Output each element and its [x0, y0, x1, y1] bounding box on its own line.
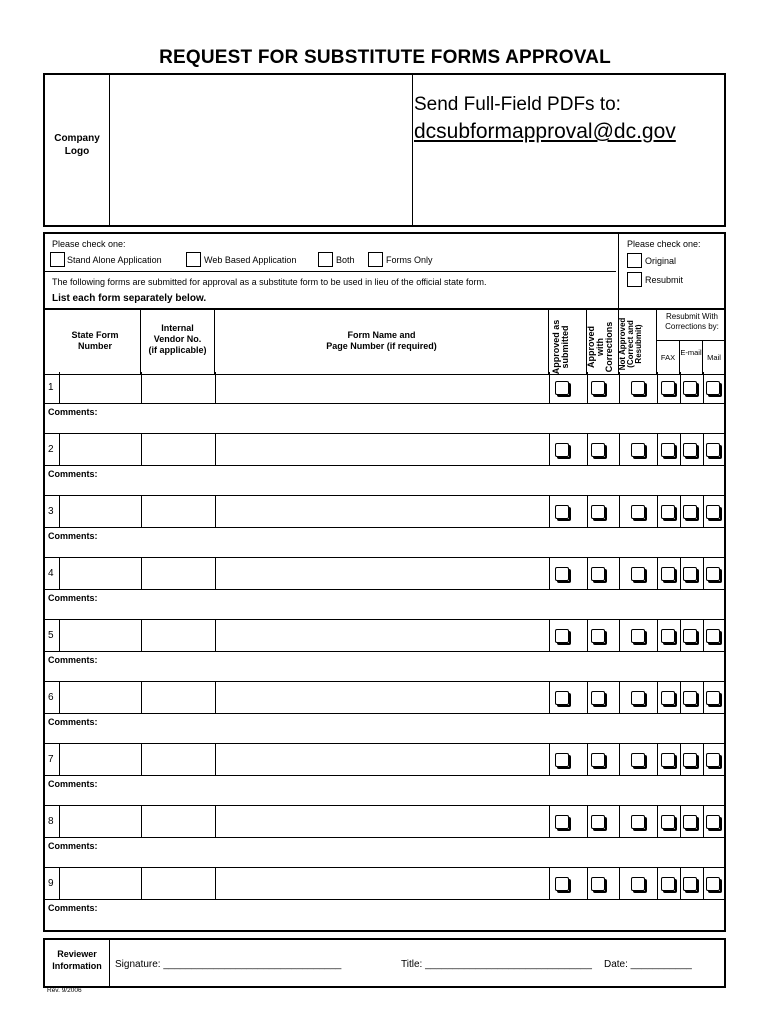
row-number: 3: [48, 506, 54, 517]
approved-with-corrections-checkbox[interactable]: [591, 815, 605, 829]
email-checkbox[interactable]: [683, 381, 697, 395]
comments-label: Comments:: [48, 407, 98, 417]
vendor-number-input[interactable]: [141, 620, 216, 651]
approved-with-corrections-checkbox[interactable]: [591, 629, 605, 643]
original-checkbox[interactable]: [627, 253, 642, 268]
mail-checkbox[interactable]: [706, 505, 720, 519]
fax-checkbox[interactable]: [661, 629, 675, 643]
approved-as-submitted-header: Approved as submitted: [551, 319, 570, 375]
logo-line-1: Company: [54, 133, 100, 144]
form-name-input[interactable]: [215, 620, 550, 651]
stand-alone-checkbox[interactable]: [50, 252, 65, 267]
table-row: [45, 806, 724, 868]
comments-label: Comments:: [48, 655, 98, 665]
forms-only-checkbox[interactable]: [368, 252, 383, 267]
comments-label: Comments:: [48, 531, 98, 541]
signature-field[interactable]: Signature: ________________________________: [115, 959, 342, 970]
state-form-number-input[interactable]: [59, 558, 142, 589]
company-logo-label: [45, 132, 109, 158]
row-main-cells: [45, 496, 724, 528]
email-checkbox[interactable]: [683, 691, 697, 705]
state-form-number-input[interactable]: [59, 806, 142, 837]
not-approved-checkbox[interactable]: [631, 753, 645, 767]
comments-field[interactable]: [105, 838, 720, 866]
row-number: 2: [48, 444, 54, 455]
form-name-header-line-1: Form Name and: [347, 330, 416, 340]
approved-as-submitted-checkbox[interactable]: [555, 381, 569, 395]
approved-with-corrections-checkbox[interactable]: [591, 505, 605, 519]
approved-as-submitted-checkbox[interactable]: [555, 567, 569, 581]
row-main-cells: [45, 434, 724, 466]
table-row: [45, 496, 724, 558]
table-row: [45, 682, 724, 744]
approved-with-corrections-checkbox[interactable]: [591, 753, 605, 767]
reviewer-label-line-2: Information: [52, 961, 102, 971]
divider: [548, 310, 549, 374]
form-name-input[interactable]: [215, 744, 550, 775]
comments-field[interactable]: [105, 900, 720, 928]
table-row: [45, 558, 724, 620]
approved-as-submitted-checkbox[interactable]: [555, 505, 569, 519]
original-label: Original: [645, 256, 677, 266]
header-box: [43, 73, 726, 227]
row-number: 1: [48, 382, 54, 393]
submission-statement: The following forms are submitted for approval as a substitute form to be used in lieu of the official state form.: [52, 277, 487, 287]
form-name-input[interactable]: [215, 496, 550, 527]
vendor-number-input[interactable]: [141, 558, 216, 589]
fax-checkbox[interactable]: [661, 443, 675, 457]
vendor-number-input[interactable]: [141, 806, 216, 837]
email-checkbox[interactable]: [683, 629, 697, 643]
mail-checkbox[interactable]: [706, 567, 720, 581]
not-approved-checkbox[interactable]: [631, 815, 645, 829]
row-number: 4: [48, 568, 54, 579]
form-name-input[interactable]: [215, 372, 550, 403]
email-checkbox[interactable]: [683, 815, 697, 829]
send-label: Send Full-Field PDFs to:: [414, 94, 621, 115]
fax-header: FAX: [660, 353, 676, 362]
check-one-label: Please check one:: [52, 239, 126, 249]
table-row: [45, 434, 724, 496]
submission-type-panel: [618, 234, 725, 310]
row-main-cells: [45, 682, 724, 714]
approved-as-submitted-checkbox[interactable]: [555, 629, 569, 643]
form-name-input[interactable]: [215, 806, 550, 837]
list-instruction: List each form separately below.: [52, 293, 207, 304]
reviewer-label-line-1: Reviewer: [57, 949, 97, 959]
company-logo-cell: [45, 75, 110, 225]
approved-as-submitted-checkbox[interactable]: [555, 443, 569, 457]
state-form-number-input[interactable]: [59, 496, 142, 527]
state-form-header-line-2: Number: [77, 341, 112, 351]
both-label: Both: [336, 255, 355, 265]
comments-label: Comments:: [48, 593, 98, 603]
vendor-number-input[interactable]: [141, 434, 216, 465]
approved-with-corrections-header: Approved with Corrections: [586, 321, 614, 373]
comments-label: Comments:: [48, 903, 98, 913]
page-title: REQUEST FOR SUBSTITUTE FORMS APPROVAL: [159, 47, 611, 68]
state-form-header: [53, 330, 137, 352]
comments-label: Comments:: [48, 779, 98, 789]
approved-as-submitted-checkbox[interactable]: [555, 815, 569, 829]
comments-field[interactable]: [105, 590, 720, 618]
state-form-number-input[interactable]: [59, 744, 142, 775]
form-name-input[interactable]: [215, 434, 550, 465]
logo-line-2: Logo: [64, 146, 90, 157]
approved-with-corrections-checkbox[interactable]: [591, 567, 605, 581]
approved-as-submitted-checkbox[interactable]: [555, 753, 569, 767]
comments-field[interactable]: [105, 714, 720, 742]
not-approved-checkbox[interactable]: [631, 443, 645, 457]
row-main-cells: [45, 620, 724, 652]
row-main-cells: [45, 372, 724, 404]
table-row: [45, 868, 724, 930]
approved-with-corrections-checkbox[interactable]: [591, 443, 605, 457]
email-header: E-mail: [680, 348, 702, 357]
form-type-section: [43, 232, 726, 310]
vendor-number-input[interactable]: [141, 496, 216, 527]
not-approved-checkbox[interactable]: [631, 629, 645, 643]
table-header: [43, 308, 726, 375]
company-info-cell[interactable]: [110, 75, 413, 225]
title-field[interactable]: Title: ______________________________: [401, 959, 592, 970]
fax-checkbox[interactable]: [661, 381, 675, 395]
comments-field[interactable]: [105, 652, 720, 680]
vendor-header: [141, 323, 214, 356]
comments-label: Comments:: [48, 841, 98, 851]
divider: [679, 340, 680, 374]
not-approved-checkbox[interactable]: [631, 381, 645, 395]
row-main-cells: [45, 868, 724, 900]
date-field[interactable]: Date: ___________: [604, 959, 692, 970]
state-form-number-input[interactable]: [59, 868, 142, 899]
email-checkbox[interactable]: [683, 567, 697, 581]
web-based-checkbox[interactable]: [186, 252, 201, 267]
state-form-number-input[interactable]: [59, 620, 142, 651]
table-row: [45, 372, 724, 434]
table-row: [45, 620, 724, 682]
vendor-header-line-1: Internal: [161, 323, 194, 333]
form-name-header-line-2: Page Number (if required): [326, 341, 437, 351]
row-number: 7: [48, 754, 54, 765]
form-name-header: [215, 330, 548, 352]
send-email-link[interactable]: dcsubformapproval@dc.gov: [414, 120, 676, 143]
vendor-number-input[interactable]: [141, 372, 216, 403]
divider: [656, 340, 724, 341]
fax-checkbox[interactable]: [661, 567, 675, 581]
table-row: [45, 744, 724, 806]
mail-checkbox[interactable]: [706, 629, 720, 643]
approved-as-submitted-checkbox[interactable]: [555, 877, 569, 891]
mail-checkbox[interactable]: [706, 753, 720, 767]
form-name-input[interactable]: [215, 868, 550, 899]
email-checkbox[interactable]: [683, 877, 697, 891]
vendor-number-input[interactable]: [141, 868, 216, 899]
not-approved-checkbox[interactable]: [631, 877, 645, 891]
divider: [656, 310, 657, 374]
fax-checkbox[interactable]: [661, 815, 675, 829]
email-checkbox[interactable]: [683, 443, 697, 457]
form-rows: [43, 372, 726, 932]
state-form-number-input[interactable]: [59, 372, 142, 403]
approved-with-corrections-checkbox[interactable]: [591, 381, 605, 395]
vendor-number-input[interactable]: [141, 682, 216, 713]
row-number: 9: [48, 878, 54, 889]
form-name-input[interactable]: [215, 682, 550, 713]
resubmit-checkbox[interactable]: [627, 272, 642, 287]
row-main-cells: [45, 744, 724, 776]
row-number: 6: [48, 692, 54, 703]
email-checkbox[interactable]: [683, 753, 697, 767]
mail-checkbox[interactable]: [706, 691, 720, 705]
mail-header: Mail: [707, 353, 721, 362]
row-number: 5: [48, 630, 54, 641]
revision-note: Rev. 9/2006: [47, 987, 82, 994]
row-main-cells: [45, 558, 724, 590]
forms-only-label: Forms Only: [386, 255, 433, 265]
resubmit-label: Resubmit: [645, 275, 684, 285]
comments-label: Comments:: [48, 717, 98, 727]
fax-checkbox[interactable]: [661, 753, 675, 767]
mail-checkbox[interactable]: [706, 443, 720, 457]
row-number: 8: [48, 816, 54, 827]
comments-field[interactable]: [105, 466, 720, 494]
state-form-number-input[interactable]: [59, 682, 142, 713]
comments-field[interactable]: [105, 776, 720, 804]
divider: [109, 940, 110, 986]
approved-as-submitted-checkbox[interactable]: [555, 691, 569, 705]
web-based-label: Web Based Application: [204, 255, 297, 265]
not-approved-checkbox[interactable]: [631, 505, 645, 519]
mail-checkbox[interactable]: [706, 815, 720, 829]
form-name-input[interactable]: [215, 558, 550, 589]
reviewer-label: [45, 948, 109, 972]
not-approved-header: Not Approved (Correct and Resubmit): [618, 317, 643, 371]
mail-checkbox[interactable]: [706, 877, 720, 891]
divider: [45, 271, 616, 272]
mail-checkbox[interactable]: [706, 381, 720, 395]
comments-label: Comments:: [48, 469, 98, 479]
email-checkbox[interactable]: [683, 505, 697, 519]
vendor-header-line-3: (if applicable): [148, 345, 207, 355]
fax-checkbox[interactable]: [661, 505, 675, 519]
comments-field[interactable]: [105, 528, 720, 556]
row-main-cells: [45, 806, 724, 838]
not-approved-checkbox[interactable]: [631, 567, 645, 581]
not-approved-checkbox[interactable]: [631, 691, 645, 705]
fax-checkbox[interactable]: [661, 877, 675, 891]
stand-alone-label: Stand Alone Application: [67, 255, 162, 265]
approved-with-corrections-checkbox[interactable]: [591, 691, 605, 705]
state-form-number-input[interactable]: [59, 434, 142, 465]
vendor-header-line-2: Vendor No.: [153, 334, 202, 344]
submission-check-one-label: Please check one:: [627, 239, 701, 249]
fax-checkbox[interactable]: [661, 691, 675, 705]
reviewer-section: [43, 938, 726, 988]
comments-field[interactable]: [105, 404, 720, 432]
approved-with-corrections-checkbox[interactable]: [591, 877, 605, 891]
both-checkbox[interactable]: [318, 252, 333, 267]
resubmit-with-header: Resubmit With Corrections by:: [665, 312, 719, 331]
state-form-header-line-1: State Form: [71, 330, 119, 340]
vendor-number-input[interactable]: [141, 744, 216, 775]
